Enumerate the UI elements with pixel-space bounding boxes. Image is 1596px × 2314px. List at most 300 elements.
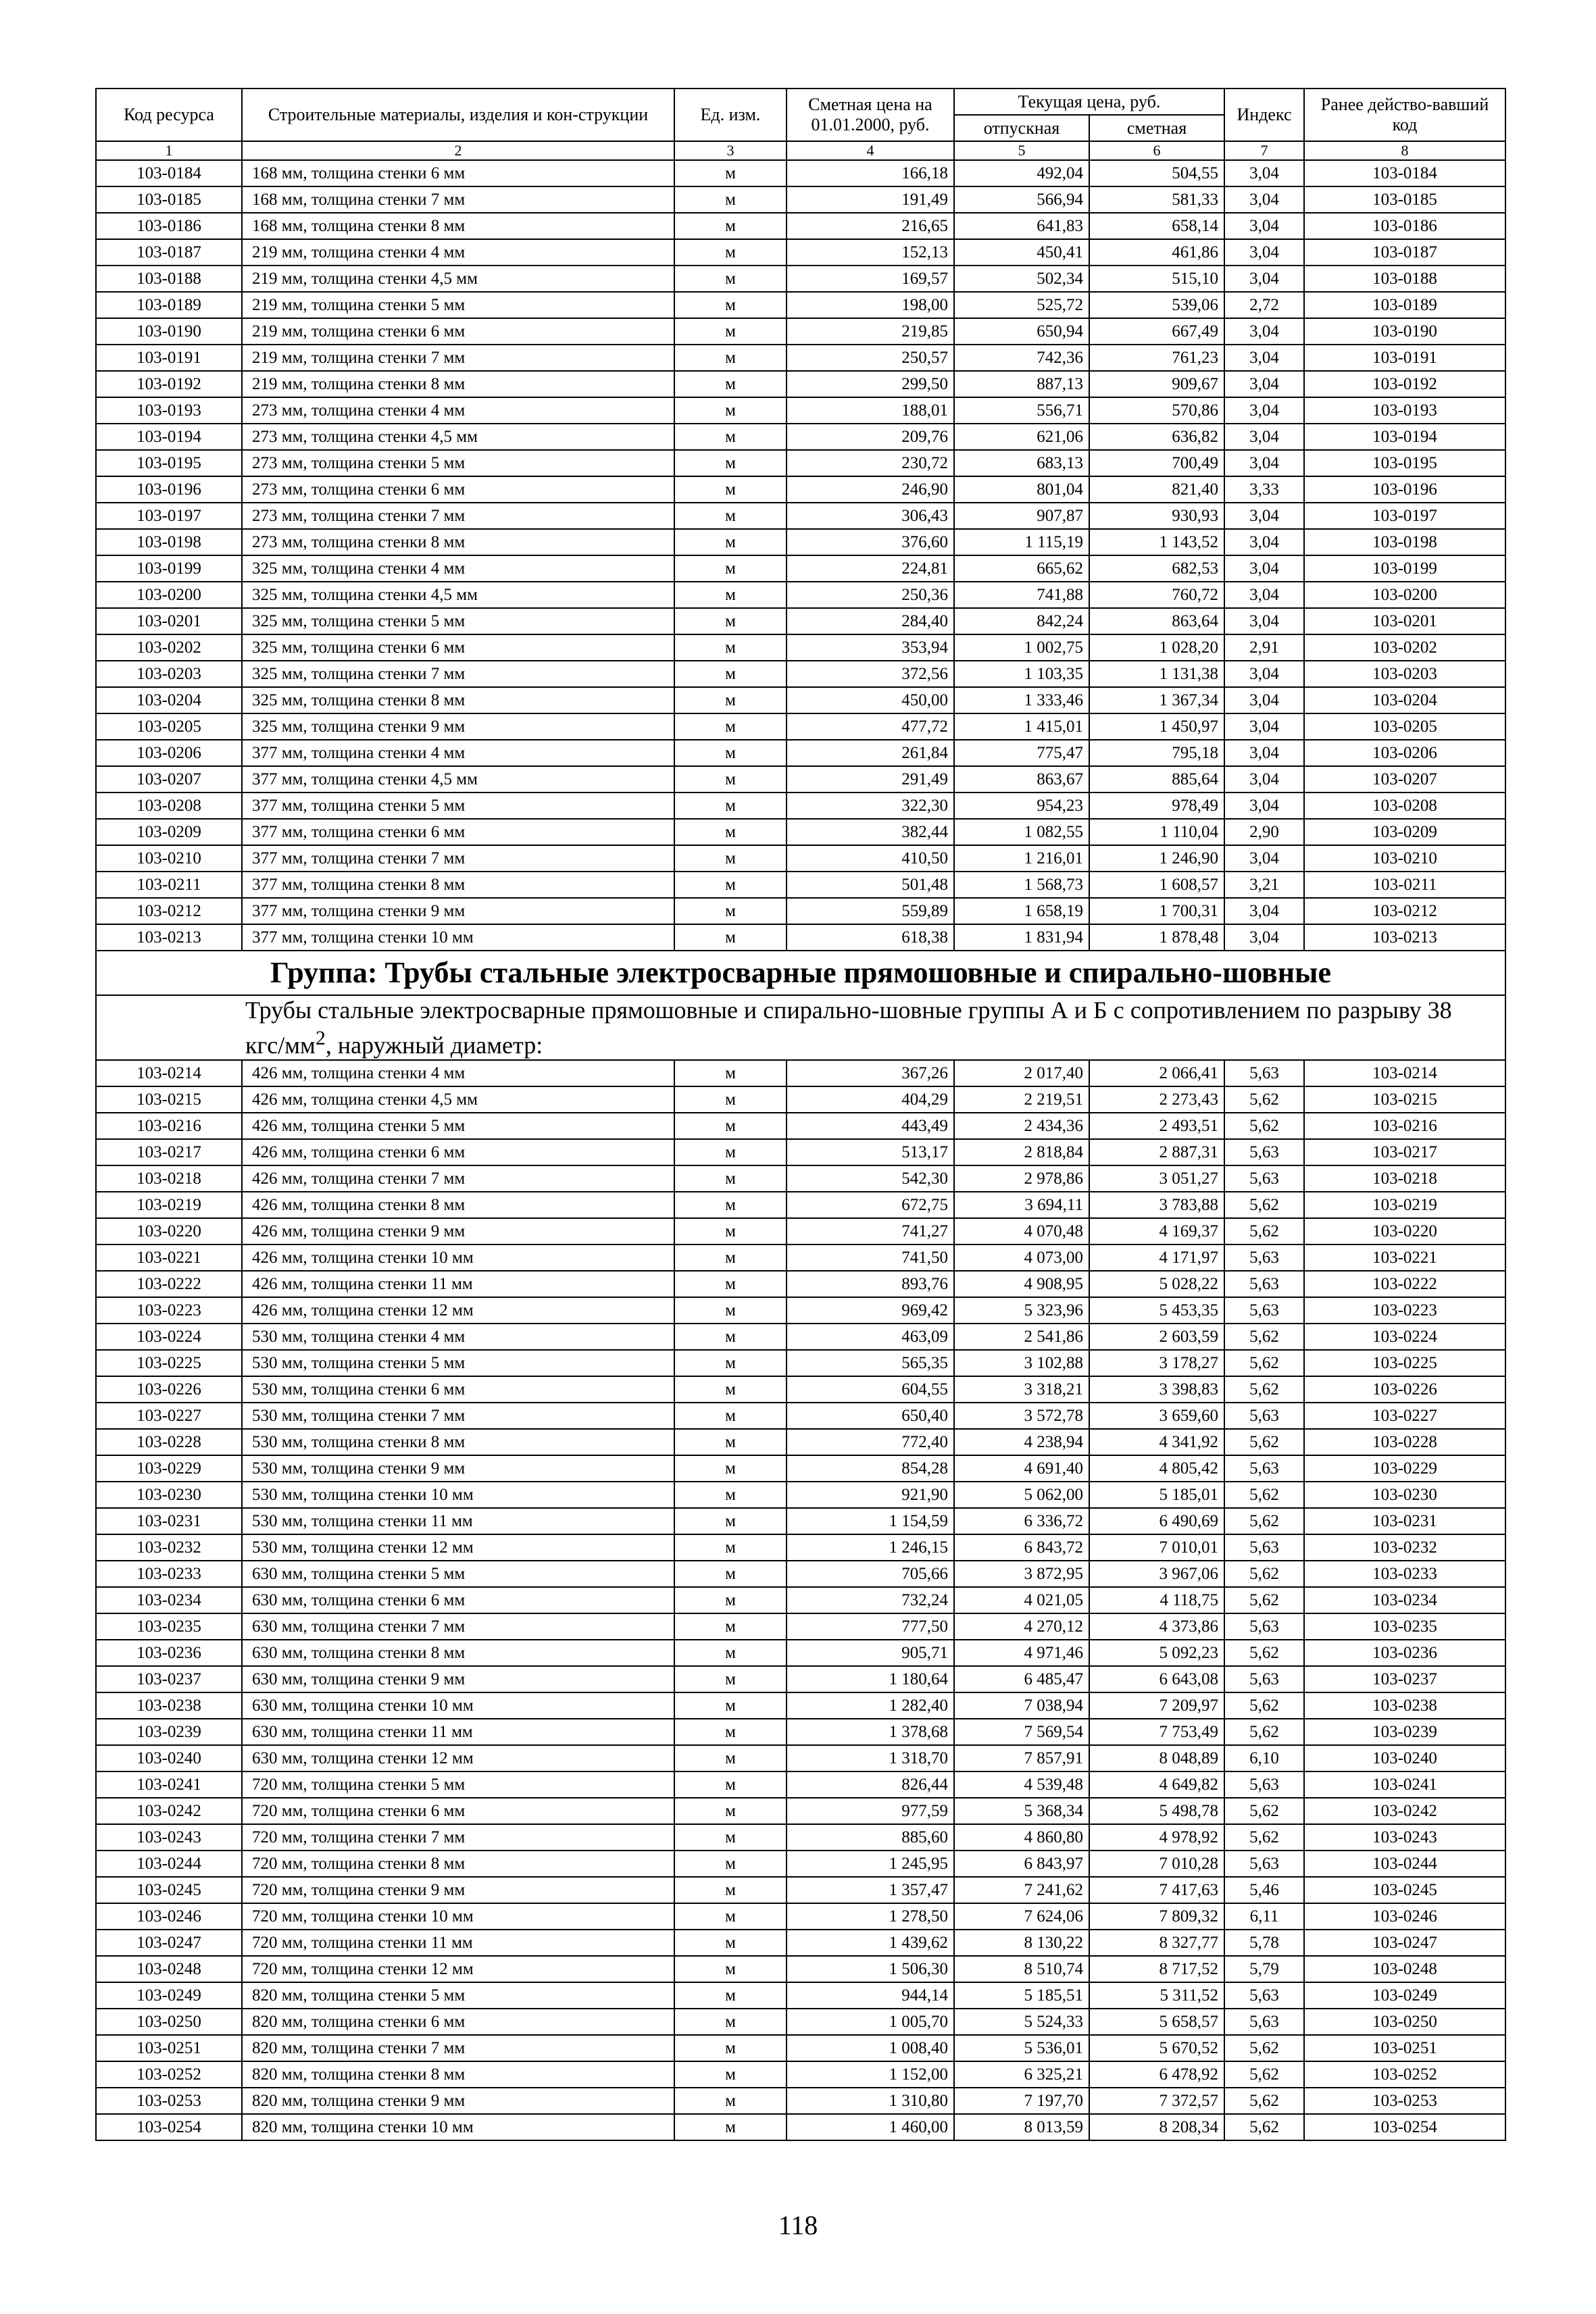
table-row	[96, 1982, 1505, 2009]
cell-prev-code: 103-0199	[1304, 555, 1505, 582]
cell-unit: м	[674, 186, 787, 213]
cell-base-price: 618,38	[787, 924, 954, 951]
cell-unit: м	[674, 1745, 787, 1771]
table-row	[96, 1192, 1505, 1218]
cell-base-price: 772,40	[787, 1429, 954, 1455]
cell-name: 530 мм, толщина стенки 8 мм	[242, 1429, 674, 1455]
cell-release-price: 2 541,86	[954, 1324, 1089, 1350]
cell-unit: м	[674, 1982, 787, 2009]
cell-base-price: 188,01	[787, 397, 954, 424]
cell-index: 5,63	[1224, 1297, 1304, 1324]
cell-unit: м	[674, 793, 787, 819]
cell-name: 530 мм, толщина стенки 10 мм	[242, 1482, 674, 1508]
cell-prev-code: 103-0254	[1304, 2114, 1505, 2140]
cell-code: 103-0217	[96, 1139, 242, 1165]
table-row	[96, 1719, 1505, 1745]
cell-prev-code: 103-0198	[1304, 529, 1505, 555]
cell-prev-code: 103-0191	[1304, 345, 1505, 371]
table-row	[96, 1692, 1505, 1719]
cell-index: 3,33	[1224, 476, 1304, 503]
cell-index: 5,63	[1224, 1534, 1304, 1561]
cell-base-price: 166,18	[787, 160, 954, 186]
cell-unit: м	[674, 1640, 787, 1666]
cell-base-price: 559,89	[787, 898, 954, 924]
cell-release-price: 641,83	[954, 213, 1089, 239]
header-name: Строительные материалы, изделия и кон-струкции	[242, 89, 674, 141]
cell-release-price: 2 017,40	[954, 1060, 1089, 1086]
cell-index: 3,04	[1224, 266, 1304, 292]
cell-estimate-price: 7 372,57	[1089, 2088, 1224, 2114]
column-number: 6	[1089, 141, 1224, 160]
cell-estimate-price: 461,86	[1089, 239, 1224, 266]
cell-name: 720 мм, толщина стенки 6 мм	[242, 1798, 674, 1824]
cell-index: 5,63	[1224, 1403, 1304, 1429]
cell-prev-code: 103-0207	[1304, 766, 1505, 793]
cell-base-price: 542,30	[787, 1165, 954, 1192]
cell-index: 5,62	[1224, 1482, 1304, 1508]
cell-prev-code: 103-0232	[1304, 1534, 1505, 1561]
cell-prev-code: 103-0203	[1304, 661, 1505, 687]
cell-estimate-price: 5 185,01	[1089, 1482, 1224, 1508]
cell-index: 3,04	[1224, 740, 1304, 766]
cell-unit: м	[674, 239, 787, 266]
table-row	[96, 1429, 1505, 1455]
table-row	[96, 318, 1505, 345]
cell-unit: м	[674, 1561, 787, 1587]
cell-name: 630 мм, толщина стенки 8 мм	[242, 1640, 674, 1666]
cell-prev-code: 103-0231	[1304, 1508, 1505, 1534]
cell-code: 103-0190	[96, 318, 242, 345]
table-row	[96, 1244, 1505, 1271]
cell-prev-code: 103-0216	[1304, 1113, 1505, 1139]
price-table-sheet	[95, 88, 1505, 2141]
cell-release-price: 801,04	[954, 476, 1089, 503]
cell-prev-code: 103-0228	[1304, 1429, 1505, 1455]
cell-base-price: 284,40	[787, 608, 954, 634]
cell-prev-code: 103-0215	[1304, 1086, 1505, 1113]
cell-estimate-price: 539,06	[1089, 292, 1224, 318]
cell-unit: м	[674, 1666, 787, 1692]
cell-prev-code: 103-0189	[1304, 292, 1505, 318]
cell-release-price: 6 325,21	[954, 2061, 1089, 2088]
cell-name: 325 мм, толщина стенки 5 мм	[242, 608, 674, 634]
table-row	[96, 872, 1505, 898]
cell-name: 377 мм, толщина стенки 7 мм	[242, 845, 674, 872]
cell-unit: м	[674, 2035, 787, 2061]
cell-estimate-price: 4 341,92	[1089, 1429, 1224, 1455]
cell-index: 5,62	[1224, 1692, 1304, 1719]
cell-unit: м	[674, 1139, 787, 1165]
cell-index: 5,62	[1224, 1719, 1304, 1745]
cell-unit: м	[674, 1798, 787, 1824]
cell-release-price: 8 130,22	[954, 1930, 1089, 1956]
cell-base-price: 732,24	[787, 1587, 954, 1613]
cell-prev-code: 103-0244	[1304, 1851, 1505, 1877]
table-body-electrowelded	[96, 1060, 1505, 2140]
cell-base-price: 1 246,15	[787, 1534, 954, 1561]
cell-estimate-price: 930,93	[1089, 503, 1224, 529]
cell-prev-code: 103-0217	[1304, 1139, 1505, 1165]
cell-index: 5,63	[1224, 1666, 1304, 1692]
table-row	[96, 160, 1505, 186]
cell-prev-code: 103-0190	[1304, 318, 1505, 345]
cell-code: 103-0222	[96, 1271, 242, 1297]
table-row	[96, 1165, 1505, 1192]
cell-base-price: 443,49	[787, 1113, 954, 1139]
cell-unit: м	[674, 1086, 787, 1113]
cell-index: 5,78	[1224, 1930, 1304, 1956]
table-row	[96, 1403, 1505, 1429]
cell-unit: м	[674, 424, 787, 450]
cell-name: 426 мм, толщина стенки 8 мм	[242, 1192, 674, 1218]
cell-prev-code: 103-0194	[1304, 424, 1505, 450]
cell-name: 273 мм, толщина стенки 4 мм	[242, 397, 674, 424]
cell-unit: м	[674, 845, 787, 872]
cell-prev-code: 103-0242	[1304, 1798, 1505, 1824]
cell-index: 3,04	[1224, 239, 1304, 266]
cell-prev-code: 103-0193	[1304, 397, 1505, 424]
cell-base-price: 1 245,95	[787, 1851, 954, 1877]
cell-base-price: 1 506,30	[787, 1956, 954, 1982]
cell-prev-code: 103-0245	[1304, 1877, 1505, 1903]
cell-base-price: 921,90	[787, 1482, 954, 1508]
cell-code: 103-0196	[96, 476, 242, 503]
cell-name: 426 мм, толщина стенки 11 мм	[242, 1271, 674, 1297]
cell-release-price: 6 485,47	[954, 1666, 1089, 1692]
table-row	[96, 1798, 1505, 1824]
cell-release-price: 887,13	[954, 371, 1089, 397]
cell-code: 103-0215	[96, 1086, 242, 1113]
cell-code: 103-0198	[96, 529, 242, 555]
cell-name: 273 мм, толщина стенки 8 мм	[242, 529, 674, 555]
cell-prev-code: 103-0188	[1304, 266, 1505, 292]
cell-base-price: 604,55	[787, 1376, 954, 1403]
table-row	[96, 898, 1505, 924]
column-numbers-row	[96, 141, 1505, 160]
cell-code: 103-0206	[96, 740, 242, 766]
cell-unit: м	[674, 371, 787, 397]
cell-name: 377 мм, толщина стенки 6 мм	[242, 819, 674, 845]
cell-estimate-price: 7 010,28	[1089, 1851, 1224, 1877]
cell-prev-code: 103-0243	[1304, 1824, 1505, 1851]
cell-release-price: 450,41	[954, 239, 1089, 266]
cell-name: 377 мм, толщина стенки 8 мм	[242, 872, 674, 898]
cell-unit: м	[674, 713, 787, 740]
cell-base-price: 152,13	[787, 239, 954, 266]
cell-code: 103-0244	[96, 1851, 242, 1877]
cell-code: 103-0240	[96, 1745, 242, 1771]
cell-base-price: 216,65	[787, 213, 954, 239]
cell-name: 530 мм, толщина стенки 5 мм	[242, 1350, 674, 1376]
cell-estimate-price: 7 809,32	[1089, 1903, 1224, 1930]
table-row	[96, 1640, 1505, 1666]
cell-release-price: 4 971,46	[954, 1640, 1089, 1666]
cell-unit: м	[674, 608, 787, 634]
cell-base-price: 376,60	[787, 529, 954, 555]
header-current-price: Текущая цена, руб.	[954, 89, 1224, 115]
cell-release-price: 4 691,40	[954, 1455, 1089, 1482]
cell-prev-code: 103-0213	[1304, 924, 1505, 951]
cell-index: 3,04	[1224, 845, 1304, 872]
cell-unit: м	[674, 1956, 787, 1982]
table-row	[96, 608, 1505, 634]
cell-index: 5,62	[1224, 1324, 1304, 1350]
table-row	[96, 582, 1505, 608]
table-row	[96, 345, 1505, 371]
cell-index: 5,62	[1224, 1113, 1304, 1139]
table-row	[96, 186, 1505, 213]
cell-index: 3,04	[1224, 397, 1304, 424]
column-number: 3	[674, 141, 787, 160]
cell-estimate-price: 4 373,86	[1089, 1613, 1224, 1640]
cell-release-price: 4 021,05	[954, 1587, 1089, 1613]
cell-name: 630 мм, толщина стенки 7 мм	[242, 1613, 674, 1640]
cell-unit: м	[674, 1113, 787, 1139]
cell-base-price: 299,50	[787, 371, 954, 397]
cell-release-price: 5 062,00	[954, 1482, 1089, 1508]
cell-base-price: 1 460,00	[787, 2114, 954, 2140]
cell-estimate-price: 1 143,52	[1089, 529, 1224, 555]
cell-unit: м	[674, 292, 787, 318]
cell-name: 426 мм, толщина стенки 9 мм	[242, 1218, 674, 1244]
cell-index: 5,63	[1224, 1271, 1304, 1297]
cell-code: 103-0203	[96, 661, 242, 687]
table-row	[96, 845, 1505, 872]
cell-code: 103-0229	[96, 1455, 242, 1482]
cell-index: 3,04	[1224, 924, 1304, 951]
cell-prev-code: 103-0233	[1304, 1561, 1505, 1587]
cell-base-price: 353,94	[787, 634, 954, 661]
cell-release-price: 954,23	[954, 793, 1089, 819]
cell-unit: м	[674, 1851, 787, 1877]
cell-prev-code: 103-0210	[1304, 845, 1505, 872]
cell-index: 2,72	[1224, 292, 1304, 318]
cell-release-price: 1 415,01	[954, 713, 1089, 740]
table-row	[96, 2114, 1505, 2140]
cell-base-price: 367,26	[787, 1060, 954, 1086]
cell-index: 5,62	[1224, 1508, 1304, 1534]
cell-estimate-price: 3 659,60	[1089, 1403, 1224, 1429]
table-row	[96, 687, 1505, 713]
cell-estimate-price: 5 453,35	[1089, 1297, 1224, 1324]
cell-release-price: 525,72	[954, 292, 1089, 318]
column-number: 7	[1224, 141, 1304, 160]
cell-estimate-price: 5 092,23	[1089, 1640, 1224, 1666]
cell-index: 5,62	[1224, 1561, 1304, 1587]
cell-base-price: 1 439,62	[787, 1930, 954, 1956]
cell-prev-code: 103-0251	[1304, 2035, 1505, 2061]
cell-release-price: 5 185,51	[954, 1982, 1089, 2009]
cell-estimate-price: 1 608,57	[1089, 872, 1224, 898]
cell-code: 103-0189	[96, 292, 242, 318]
cell-release-price: 7 197,70	[954, 2088, 1089, 2114]
cell-unit: м	[674, 687, 787, 713]
cell-base-price: 477,72	[787, 713, 954, 740]
cell-unit: м	[674, 476, 787, 503]
table-row	[96, 1060, 1505, 1086]
cell-unit: м	[674, 1482, 787, 1508]
cell-prev-code: 103-0197	[1304, 503, 1505, 529]
cell-estimate-price: 760,72	[1089, 582, 1224, 608]
cell-prev-code: 103-0240	[1304, 1745, 1505, 1771]
cell-unit: м	[674, 1930, 787, 1956]
cell-release-price: 742,36	[954, 345, 1089, 371]
cell-index: 2,90	[1224, 819, 1304, 845]
cell-release-price: 1 002,75	[954, 634, 1089, 661]
cell-code: 103-0205	[96, 713, 242, 740]
cell-index: 5,63	[1224, 1455, 1304, 1482]
cell-code: 103-0219	[96, 1192, 242, 1218]
cell-estimate-price: 5 311,52	[1089, 1982, 1224, 2009]
cell-release-price: 4 539,48	[954, 1771, 1089, 1798]
table-row	[96, 266, 1505, 292]
cell-name: 273 мм, толщина стенки 5 мм	[242, 450, 674, 476]
table-row	[96, 424, 1505, 450]
cell-unit: м	[674, 555, 787, 582]
cell-prev-code: 103-0195	[1304, 450, 1505, 476]
table-row	[96, 1324, 1505, 1350]
cell-index: 5,63	[1224, 2009, 1304, 2035]
cell-estimate-price: 1 450,97	[1089, 713, 1224, 740]
cell-name: 377 мм, толщина стенки 10 мм	[242, 924, 674, 951]
cell-index: 3,04	[1224, 160, 1304, 186]
cell-unit: м	[674, 1877, 787, 1903]
page-number: 118	[778, 2210, 818, 2240]
cell-code: 103-0202	[96, 634, 242, 661]
header-base-price: Сметная цена на 01.01.2000, руб.	[787, 89, 954, 141]
cell-unit: м	[674, 1192, 787, 1218]
cell-unit: м	[674, 2061, 787, 2088]
cell-estimate-price: 2 273,43	[1089, 1086, 1224, 1113]
cell-unit: м	[674, 345, 787, 371]
cell-prev-code: 103-0253	[1304, 2088, 1505, 2114]
cell-estimate-price: 761,23	[1089, 345, 1224, 371]
table-row	[96, 529, 1505, 555]
cell-estimate-price: 1 878,48	[1089, 924, 1224, 951]
cell-index: 3,04	[1224, 345, 1304, 371]
cell-code: 103-0230	[96, 1482, 242, 1508]
cell-estimate-price: 1 131,38	[1089, 661, 1224, 687]
cell-unit: м	[674, 160, 787, 186]
cell-base-price: 1 310,80	[787, 2088, 954, 2114]
cell-release-price: 1 658,19	[954, 898, 1089, 924]
cell-index: 3,04	[1224, 424, 1304, 450]
cell-index: 3,04	[1224, 450, 1304, 476]
table-row	[96, 450, 1505, 476]
cell-base-price: 410,50	[787, 845, 954, 872]
cell-base-price: 250,57	[787, 345, 954, 371]
cell-name: 720 мм, толщина стенки 12 мм	[242, 1956, 674, 1982]
cell-estimate-price: 1 367,34	[1089, 687, 1224, 713]
cell-code: 103-0212	[96, 898, 242, 924]
cell-name: 325 мм, толщина стенки 6 мм	[242, 634, 674, 661]
cell-unit: м	[674, 503, 787, 529]
cell-estimate-price: 570,86	[1089, 397, 1224, 424]
cell-name: 325 мм, толщина стенки 8 мм	[242, 687, 674, 713]
cell-base-price: 1 357,47	[787, 1877, 954, 1903]
cell-name: 630 мм, толщина стенки 11 мм	[242, 1719, 674, 1745]
cell-unit: м	[674, 819, 787, 845]
cell-prev-code: 103-0246	[1304, 1903, 1505, 1930]
cell-estimate-price: 515,10	[1089, 266, 1224, 292]
table-row	[96, 1376, 1505, 1403]
cell-name: 530 мм, толщина стенки 12 мм	[242, 1534, 674, 1561]
cell-name: 426 мм, толщина стенки 4 мм	[242, 1060, 674, 1086]
cell-index: 3,04	[1224, 318, 1304, 345]
table-row	[96, 371, 1505, 397]
cell-index: 5,62	[1224, 2035, 1304, 2061]
cell-unit: м	[674, 1508, 787, 1534]
cell-name: 377 мм, толщина стенки 5 мм	[242, 793, 674, 819]
cell-name: 630 мм, толщина стенки 5 мм	[242, 1561, 674, 1587]
cell-code: 103-0199	[96, 555, 242, 582]
cell-estimate-price: 7 209,97	[1089, 1692, 1224, 1719]
cell-index: 5,46	[1224, 1877, 1304, 1903]
cell-estimate-price: 885,64	[1089, 766, 1224, 793]
cell-base-price: 191,49	[787, 186, 954, 213]
cell-unit: м	[674, 1613, 787, 1640]
cell-code: 103-0246	[96, 1903, 242, 1930]
cell-base-price: 1 278,50	[787, 1903, 954, 1930]
table-row	[96, 476, 1505, 503]
cell-release-price: 492,04	[954, 160, 1089, 186]
cell-base-price: 250,36	[787, 582, 954, 608]
group-title-row	[96, 951, 1505, 995]
cell-estimate-price: 2 887,31	[1089, 1139, 1224, 1165]
cell-prev-code: 103-0218	[1304, 1165, 1505, 1192]
cell-base-price: 1 318,70	[787, 1745, 954, 1771]
cell-code: 103-0223	[96, 1297, 242, 1324]
cell-prev-code: 103-0239	[1304, 1719, 1505, 1745]
cell-name: 820 мм, толщина стенки 7 мм	[242, 2035, 674, 2061]
cell-release-price: 1 333,46	[954, 687, 1089, 713]
cell-prev-code: 103-0230	[1304, 1482, 1505, 1508]
cell-code: 103-0231	[96, 1508, 242, 1534]
table-row	[96, 1771, 1505, 1798]
table-row	[96, 239, 1505, 266]
cell-release-price: 665,62	[954, 555, 1089, 582]
cell-name: 426 мм, толщина стенки 4,5 мм	[242, 1086, 674, 1113]
table-row	[96, 924, 1505, 951]
cell-base-price: 741,50	[787, 1244, 954, 1271]
cell-index: 3,04	[1224, 371, 1304, 397]
header-index: Индекс	[1224, 89, 1304, 141]
table-row	[96, 2009, 1505, 2035]
cell-release-price: 6 843,72	[954, 1534, 1089, 1561]
cell-unit: м	[674, 924, 787, 951]
table-row	[96, 634, 1505, 661]
cell-code: 103-0207	[96, 766, 242, 793]
cell-name: 630 мм, толщина стенки 10 мм	[242, 1692, 674, 1719]
table-row	[96, 397, 1505, 424]
cell-name: 219 мм, толщина стенки 4 мм	[242, 239, 674, 266]
column-number: 2	[242, 141, 674, 160]
header-unit: Ед. изм.	[674, 89, 787, 141]
table-row	[96, 1271, 1505, 1297]
cell-unit: м	[674, 1297, 787, 1324]
cell-name: 820 мм, толщина стенки 6 мм	[242, 2009, 674, 2035]
cell-code: 103-0233	[96, 1561, 242, 1587]
cell-base-price: 219,85	[787, 318, 954, 345]
cell-estimate-price: 5 028,22	[1089, 1271, 1224, 1297]
table-row	[96, 1587, 1505, 1613]
cell-estimate-price: 4 169,37	[1089, 1218, 1224, 1244]
cell-code: 103-0226	[96, 1376, 242, 1403]
cell-unit: м	[674, 1350, 787, 1376]
cell-name: 426 мм, толщина стенки 6 мм	[242, 1139, 674, 1165]
cell-index: 5,62	[1224, 1086, 1304, 1113]
cell-unit: м	[674, 1376, 787, 1403]
